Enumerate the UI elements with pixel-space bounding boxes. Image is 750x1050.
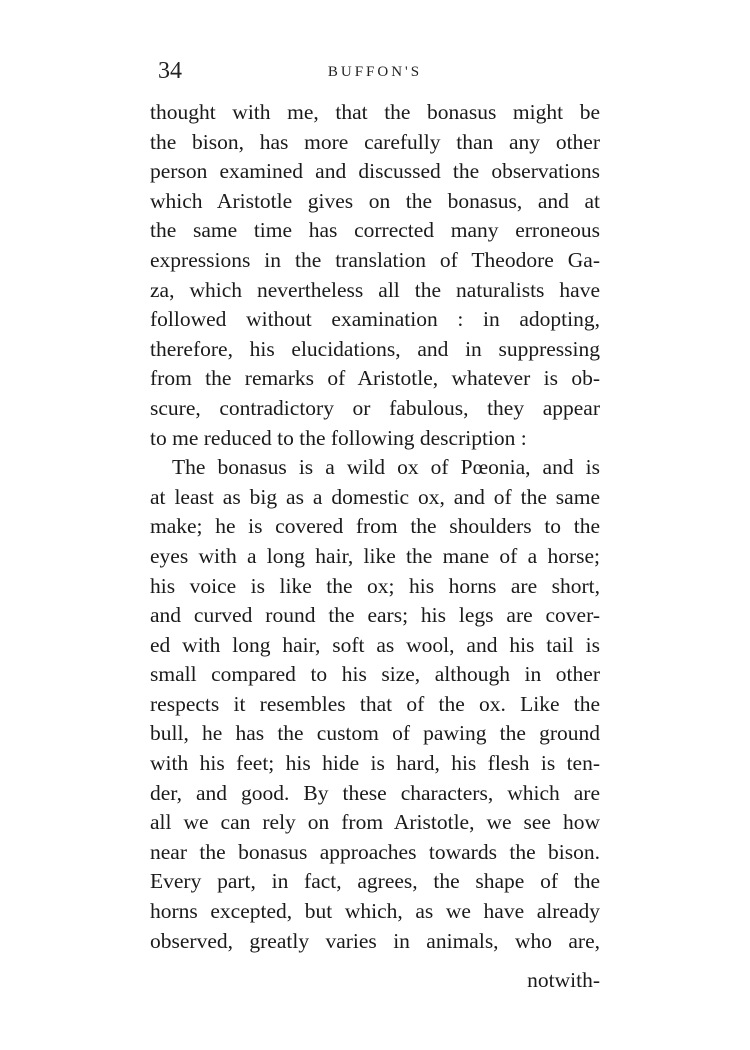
text-line: der, and good. By these characters, which are [150, 780, 600, 805]
paragraph-first-line: The bonasus is a wild ox of Pœonia, and is [172, 455, 600, 480]
text-line: followed without examination : in adopting, [150, 307, 600, 332]
text-line: bull, he has the custom of pawing the ground [150, 721, 600, 746]
text-line: at least as big as a domestic ox, and of the same [150, 484, 600, 509]
text-line: and curved round the ears; his legs are cover- [150, 603, 600, 628]
text-line: Every part, in fact, agrees, the shape of the [150, 869, 600, 894]
text-line: ed with long hair, soft as wool, and his tail is [150, 632, 600, 657]
page-number: 34 [158, 58, 182, 84]
running-head [150, 58, 600, 88]
text-line: respects it resembles that of the ox. Like the [150, 691, 600, 716]
text-line: all we can rely on from Aristotle, we see how [150, 810, 600, 835]
running-title: BUFFON'S [327, 64, 423, 80]
text-line: the bison, has more carefully than any other [150, 129, 600, 154]
paragraph-end-line: to me reduced to the following description : [150, 425, 527, 450]
text-line: scure, contradictory or fabulous, they appear [150, 395, 600, 420]
text-line: make; he is covered from the shoulders to the [150, 514, 600, 539]
text-line: observed, greatly varies in animals, who are, [150, 928, 600, 953]
text-line: the same time has corrected many erroneous [150, 218, 600, 243]
text-line: za, which nevertheless all the naturalists have [150, 277, 600, 302]
text-line: thought with me, that the bonasus might be [150, 100, 600, 124]
text-line: from the remarks of Aristotle, whatever is ob- [150, 366, 600, 391]
text-line: his voice is like the ox; his horns are short, [150, 573, 600, 598]
body-text [150, 98, 600, 956]
catchword: notwith- [527, 968, 600, 992]
text-line: which Aristotle gives on the bonasus, and at [150, 188, 600, 213]
text-line: with his feet; his hide is hard, his flesh is ten- [150, 751, 600, 776]
text-line: person examined and discussed the observations [150, 159, 600, 184]
text-line: small compared to his size, although in other [150, 662, 600, 687]
text-line: expressions in the translation of Theodore Ga- [150, 247, 600, 272]
text-line: eyes with a long hair, like the mane of a horse; [150, 543, 600, 568]
text-line: therefore, his elucidations, and in suppressing [150, 336, 600, 361]
text-line: horns excepted, but which, as we have already [150, 899, 600, 924]
text-line: near the bonasus approaches towards the bison. [150, 839, 600, 864]
